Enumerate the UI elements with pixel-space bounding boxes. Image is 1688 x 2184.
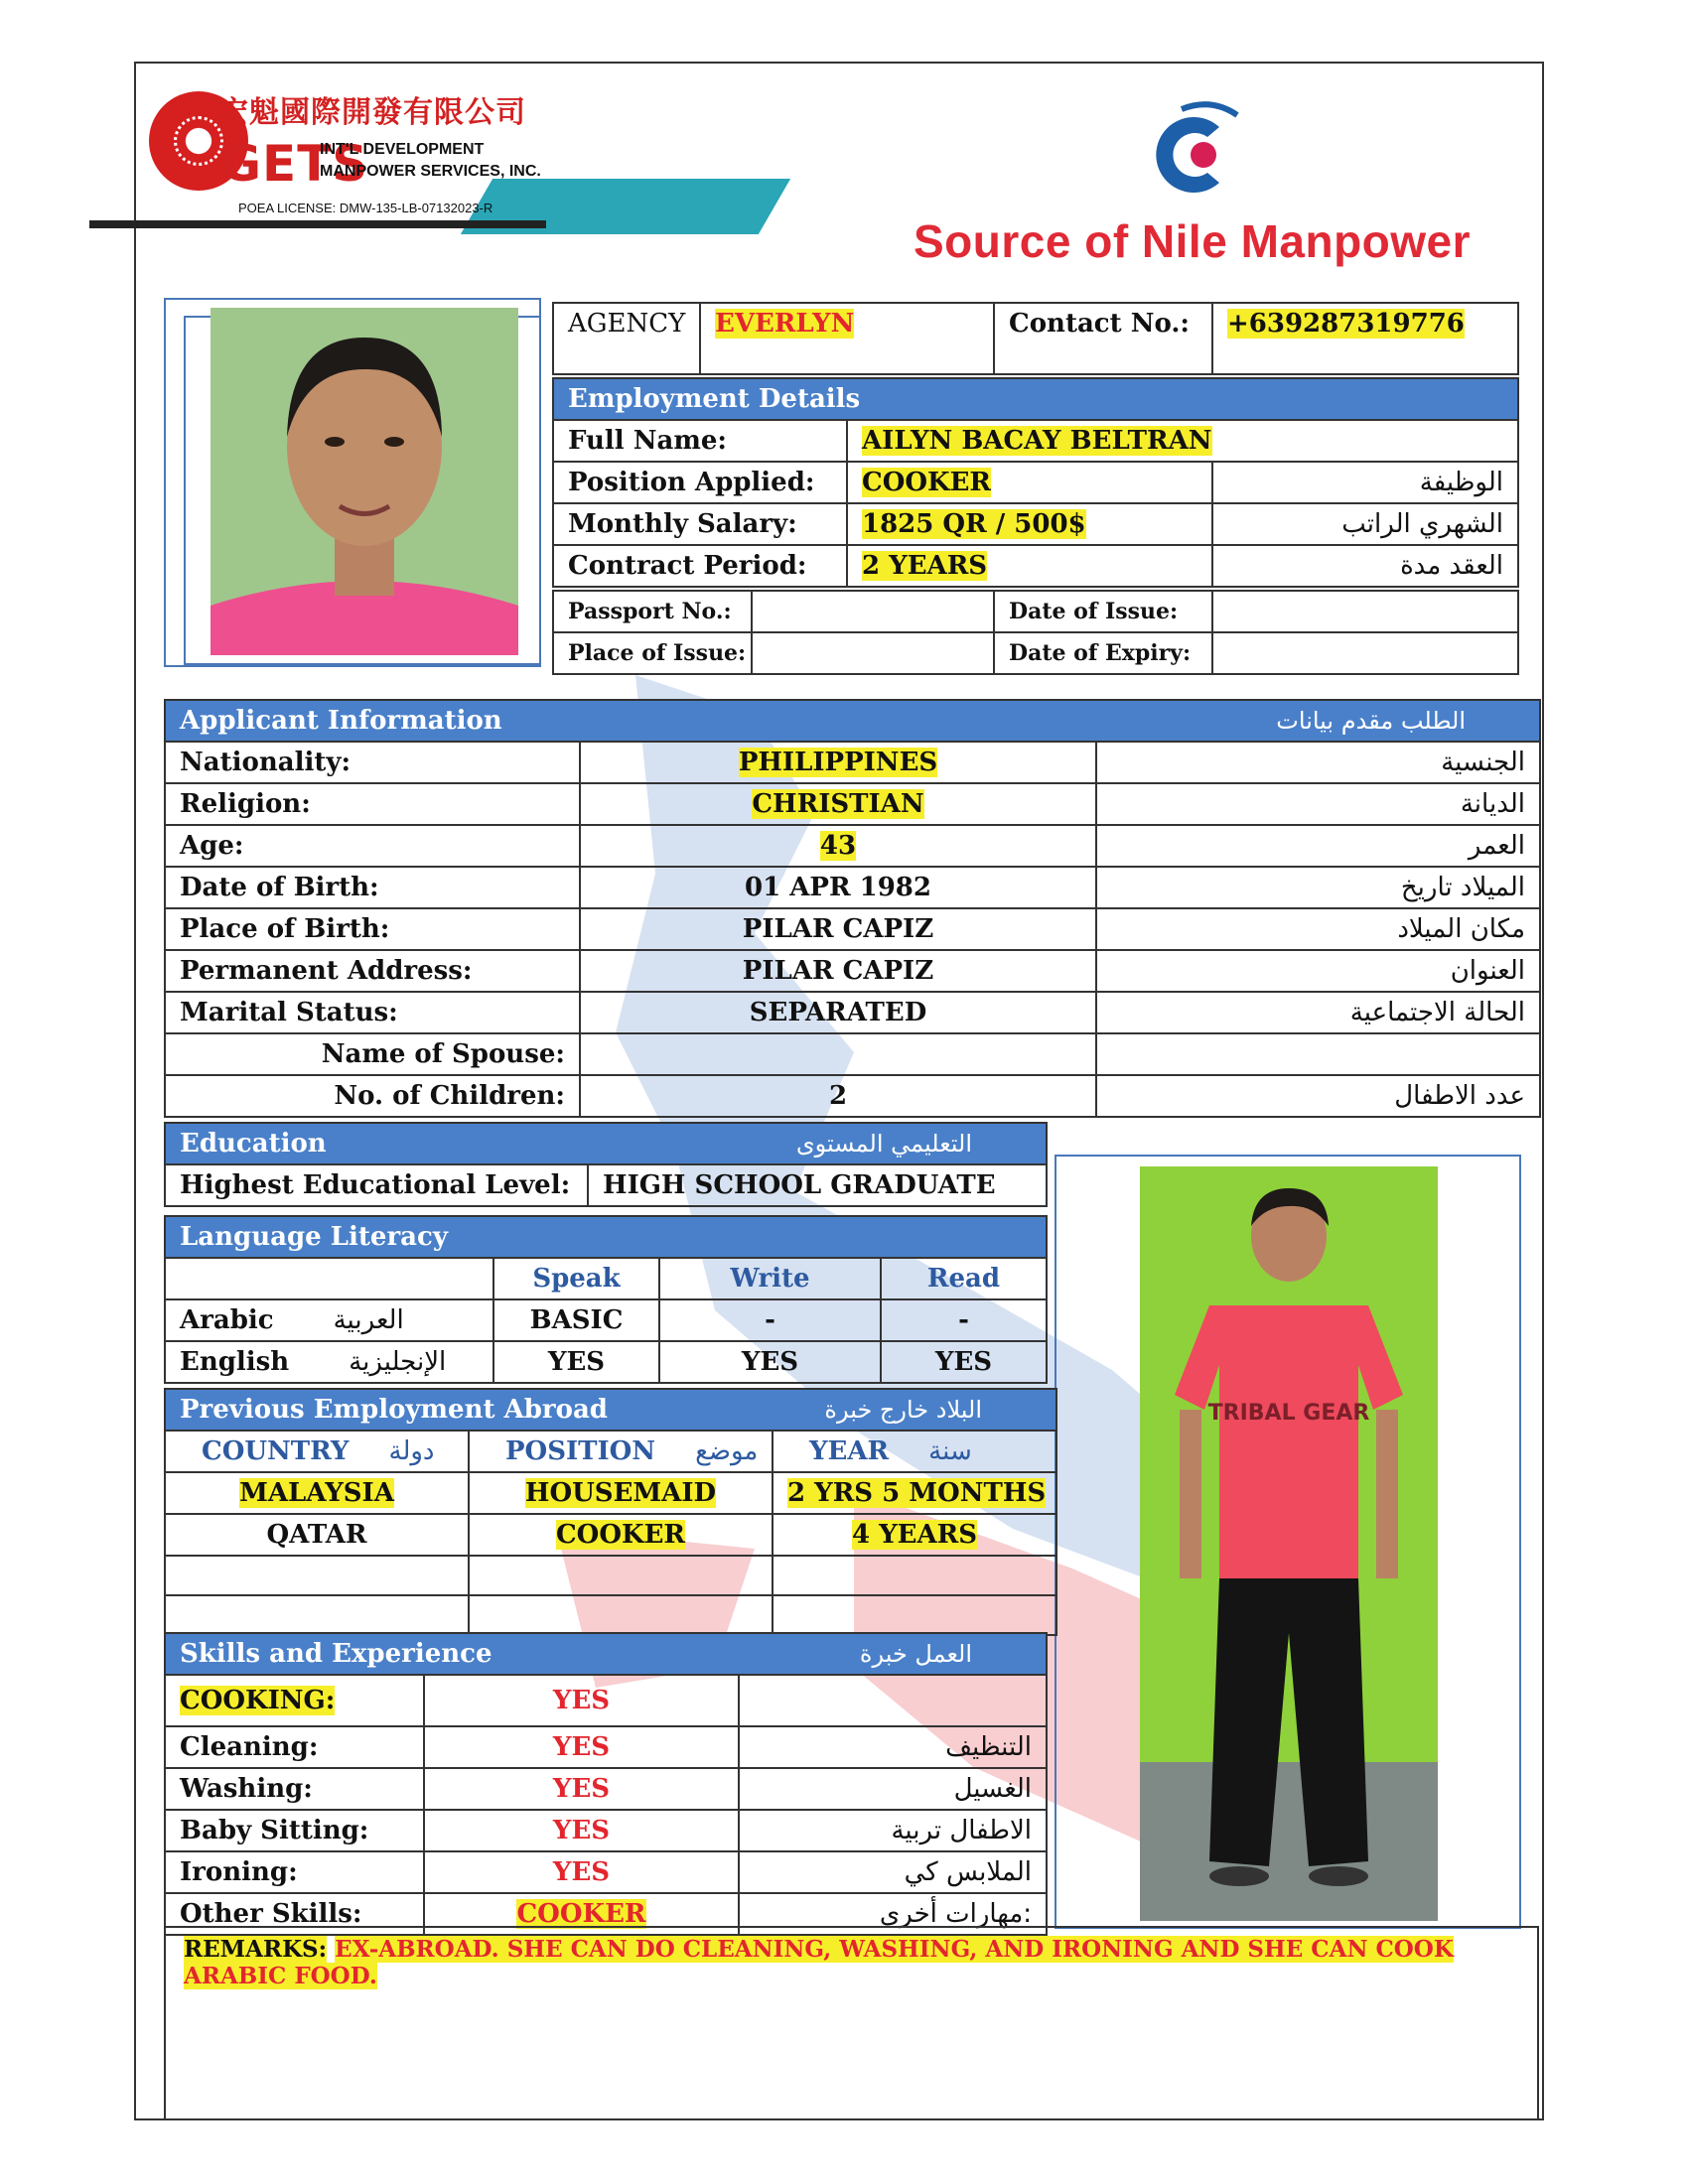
previous-year: 2 YRS 5 MONTHS [773,1472,1056,1514]
applicant-value: PILAR CAPIZ [580,908,1096,950]
write-column-header: Write [659,1258,881,1299]
applicant-row [165,992,1540,1033]
skill-label-ar: الغسيل [739,1768,1047,1810]
education-header-ar: التعليمي المستوى [795,1130,972,1158]
language-table [164,1215,1048,1384]
applicant-value: 01 APR 1982 [580,867,1096,908]
position-label-ar: الوظيفة [1212,462,1518,503]
skill-label: Cleaning: [165,1726,424,1768]
applicant-row [165,742,1540,783]
language-header-blank [165,1258,493,1299]
language-name-ar: العربية [333,1305,404,1335]
applicant-label: Permanent Address: [165,950,580,992]
applicant-label: Religion: [165,783,580,825]
applicant-row [165,825,1540,867]
issue-place-value [752,632,994,674]
applicant-value: PILAR CAPIZ [580,950,1096,992]
skill-row [165,1726,1047,1768]
applicant-label: Age: [165,825,580,867]
applicant-table [164,699,1541,1118]
applicant-label-ar: الجنسية [1096,742,1540,783]
children-label-ar: عدد الاطفال [1096,1075,1540,1117]
language-header: Language Literacy [165,1216,1047,1258]
gets-logo [89,79,774,238]
previous-row [165,1556,1056,1595]
remarks-value: EX-ABROAD. SHE CAN DO CLEANING, WASHING, AND IRONING AND SHE CAN COOK ARABIC FOOD. [184,1936,1454,1989]
passport-value [752,591,994,632]
skill-label-ar: مهارات أخرى: [739,1893,1047,1935]
shirt-print: TRIBAL GEAR [1207,1401,1370,1426]
applicant-label-ar: العمر [1096,825,1540,867]
previous-country [165,1595,469,1635]
children-label: No. of Children: [165,1075,580,1117]
nile-logo-icon [1142,97,1251,206]
previous-country [165,1556,469,1595]
remarks-label: REMARKS: [184,1936,328,1963]
applicant-label: Marital Status: [165,992,580,1033]
contract-label-ar: العقد مدة [1212,545,1518,587]
skill-row [165,1675,1047,1726]
language-read-value: - [881,1299,1047,1341]
nile-company-title: Source of Nile Manpower [914,215,1472,267]
contact-label: Contact No.: [994,303,1212,374]
skill-label: Washing: [165,1768,424,1810]
skills-table [164,1632,1048,1936]
previous-position: COOKER [469,1514,773,1556]
language-name-ar: الإنجليزية [349,1347,447,1377]
skills-header-ar: العمل خبرة [859,1640,973,1668]
read-column-header: Read [881,1258,1047,1299]
applicant-label-ar: الحالة الاجتماعية [1096,992,1540,1033]
previous-column-header: COUNTRY دولة [165,1431,469,1472]
language-row [165,1299,1047,1341]
previous-employment-table [164,1388,1057,1636]
previous-year: 4 YEARS [773,1514,1056,1556]
issue-date-label: Date of Issue: [994,591,1212,632]
employment-table [552,377,1519,588]
skill-label: COOKING: [165,1675,424,1726]
applicant-header: Applicant Information الطلب مقدم بيانات [165,700,1540,742]
applicant-label: Date of Birth: [165,867,580,908]
speak-column-header: Speak [493,1258,659,1299]
applicant-row [165,950,1540,992]
passport-label: Passport No.: [553,591,752,632]
applicant-value: PHILIPPINES [580,742,1096,783]
skill-label: Ironing: [165,1851,424,1893]
education-level-label: Highest Educational Level: [165,1164,588,1206]
gets-subtitle-1: INT'L DEVELOPMENT [320,141,485,158]
previous-column-header-ar: دولة [388,1436,435,1466]
applicant-row [165,908,1540,950]
education-level-value: HIGH SCHOOL GRADUATE [588,1164,1047,1206]
contract-label: Contract Period: [553,545,847,587]
language-speak-value: BASIC [493,1299,659,1341]
skills-header: Skills and Experience العمل خبرة [165,1633,1047,1675]
skill-label-ar: التنظيف [739,1726,1047,1768]
applicant-value: SEPARATED [580,992,1096,1033]
skill-value: YES [424,1851,739,1893]
spouse-label: Name of Spouse: [165,1033,580,1075]
education-table [164,1122,1048,1207]
salary-label-ar: الشهري الراتب [1212,503,1518,545]
education-header: Education التعليمي المستوى [165,1123,1047,1164]
applicant-label-ar: الديانة [1096,783,1540,825]
skill-row [165,1768,1047,1810]
remarks-box [164,1926,1539,2120]
skill-value: YES [424,1675,739,1726]
skill-label-ar: الملابس كي [739,1851,1047,1893]
applicant-row [165,867,1540,908]
previous-country: MALAYSIA [165,1472,469,1514]
previous-year [773,1556,1056,1595]
full-name-label: Full Name: [553,420,847,462]
skill-label-ar [739,1675,1047,1726]
salary-value: 1825 QR / 500$ [847,503,1212,545]
agency-value: EVERLYN [700,303,994,374]
gets-underline-bar [89,220,546,228]
issue-place-label: Place of Issue: [553,632,752,674]
skill-label: Baby Sitting: [165,1810,424,1851]
applicant-label: Place of Birth: [165,908,580,950]
language-name: English الإنجليزية [165,1341,493,1383]
applicant-header-ar: الطلب مقدم بيانات [1276,707,1466,735]
applicant-label: Nationality: [165,742,580,783]
previous-country: QATAR [165,1514,469,1556]
previous-header-ar: البلاد خارج خبرة [824,1396,983,1424]
applicant-value: CHRISTIAN [580,783,1096,825]
previous-year [773,1595,1056,1635]
skill-value: YES [424,1810,739,1851]
skill-label: Other Skills: [165,1893,424,1935]
spouse-ar [1096,1033,1540,1075]
gets-chinese-name: 宏魁國際開發有限公司 [218,95,526,130]
language-read-value: YES [881,1341,1047,1383]
previous-column-header-ar: سنة [928,1436,972,1466]
previous-row [165,1595,1056,1635]
skill-value: YES [424,1768,739,1810]
language-speak-value: YES [493,1341,659,1383]
issue-date-value [1212,591,1518,632]
agency-table [552,302,1519,375]
skill-label-ar: الاطفال تربية [739,1810,1047,1851]
spouse-value [580,1033,1096,1075]
language-row [165,1341,1047,1383]
salary-label: Monthly Salary: [553,503,847,545]
position-value: COOKER [847,462,1212,503]
previous-column-header-ar: موضع [695,1436,759,1466]
applicant-row [165,783,1540,825]
expiry-value [1212,632,1518,674]
skill-row [165,1851,1047,1893]
portrait-photo [211,308,518,655]
gets-subtitle-2: MANPOWER SERVICES, INC. [320,163,541,180]
contract-value: 2 YEARS [847,545,1212,587]
applicant-label-ar: العنوان [1096,950,1540,992]
language-write-value: YES [659,1341,881,1383]
position-label: Position Applied: [553,462,847,503]
previous-row [165,1472,1056,1514]
full-body-photo [1140,1166,1438,1921]
skill-value: COOKER [424,1893,739,1935]
previous-position: HOUSEMAID [469,1472,773,1514]
expiry-label: Date of Expiry: [994,632,1212,674]
previous-position [469,1595,773,1635]
applicant-label-ar: الميلاد تاريخ [1096,867,1540,908]
previous-column-header: YEAR سنة [773,1431,1056,1472]
previous-position [469,1556,773,1595]
applicant-value: 43 [580,825,1096,867]
gets-license: POEA LICENSE: DMW-135-LB-07132023-R [238,201,493,215]
previous-header: Previous Employment Abroad البلاد خارج خبرة [165,1389,1056,1431]
language-write-value: - [659,1299,881,1341]
children-value: 2 [580,1075,1096,1117]
gets-brand: GETS [220,135,369,193]
passport-table [552,590,1519,675]
applicant-label-ar: مكان الميلاد [1096,908,1540,950]
agency-label: AGENCY [553,303,700,374]
previous-column-header: POSITION موضع [469,1431,773,1472]
skill-row [165,1810,1047,1851]
full-name-value: AILYN BACAY BELTRAN [847,420,1518,462]
employment-header: Employment Details [553,378,1518,420]
language-name: Arabic العربية [165,1299,493,1341]
skill-value: YES [424,1726,739,1768]
contact-value: +639287319776 [1212,303,1518,374]
previous-row [165,1514,1056,1556]
